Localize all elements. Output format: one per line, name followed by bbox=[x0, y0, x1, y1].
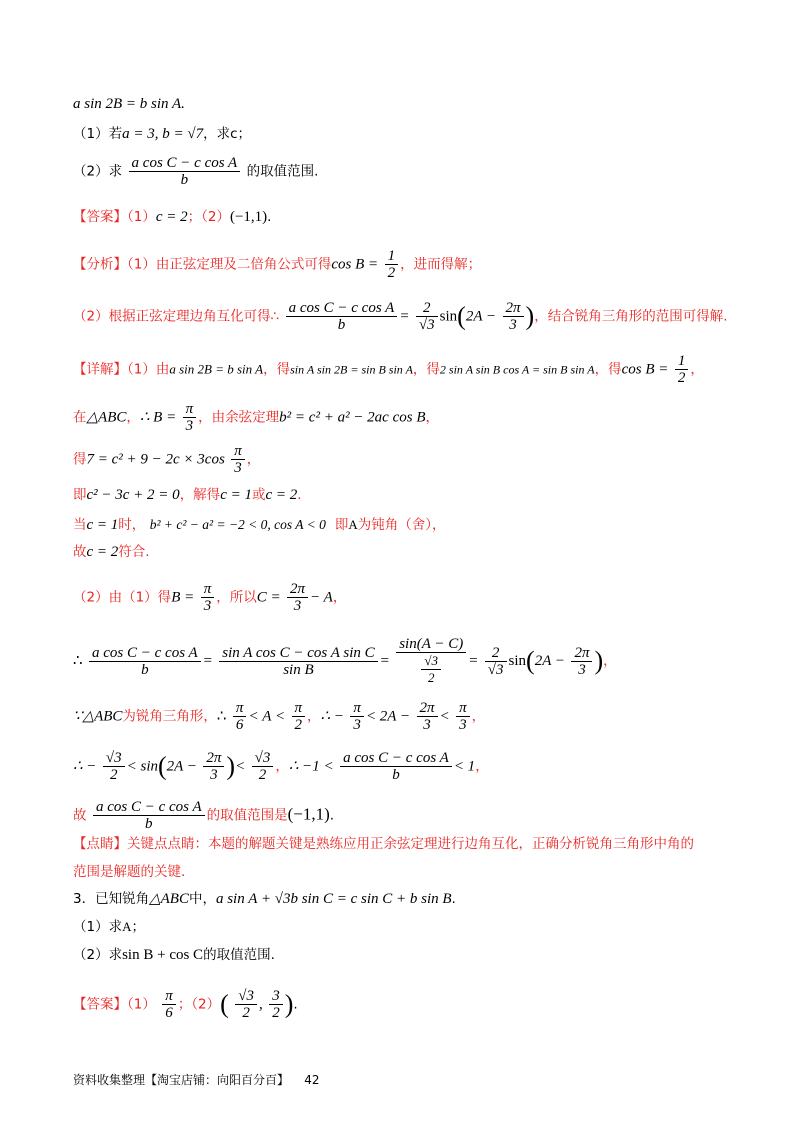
page-footer bbox=[73, 1071, 320, 1088]
fraction: $\frac{1}{2}$ bbox=[385, 248, 399, 281]
page-number: 42 bbox=[304, 1073, 320, 1087]
fraction: $\frac{\text{a cos C − c cos A}}{b}$ bbox=[129, 155, 241, 188]
fraction: $\frac{2\pi}{3}$ bbox=[287, 581, 308, 614]
fraction: $\frac{\pi}{3}$ bbox=[350, 700, 364, 733]
analysis-line-1: 【分析】（1）由正弦定理及二倍角公式可得cos B = $\frac{1}{2}$ ，进而得解； bbox=[73, 248, 482, 281]
fraction: $\frac{2\pi}{3}$ bbox=[503, 300, 524, 333]
fraction: $\frac{2}{√3}$ bbox=[416, 300, 438, 333]
fraction: $\frac{\pi}{2}$ bbox=[292, 700, 306, 733]
fraction: $\frac{\sin(A - C)}{\frac{√3}{2}}$ bbox=[396, 636, 466, 686]
subquestion-1: （1）若a = 3, b = √7，求c； bbox=[73, 126, 252, 142]
fraction: $\frac{√3}{2}$ bbox=[103, 750, 125, 783]
question-3-answer: 【答案】（1） $\frac{\pi}{6}$ ；（2）( $\frac{√3}{2}$ , $\frac{3}{2}$ ). bbox=[73, 988, 298, 1021]
detail-line-10: ∴ − $\frac{√3}{2}$ < sin(2A − $\frac{2\pi}{3}$ )< $\frac{√3}{2}$ ，∴ −1 < $\frac{\text{a cos C − c cos A}}{b}$ < 1， bbox=[73, 750, 489, 783]
detail-line-5: 当c = 1时， b² + c² − a² = −2 < 0, cos A < 0 即A为钝角（舍）， bbox=[73, 517, 446, 533]
fraction: $\frac{\pi}{6}$ bbox=[162, 988, 176, 1021]
question-3-part-1: （1）求A； bbox=[73, 919, 145, 935]
fraction: $\frac{\pi}{3}$ bbox=[231, 443, 245, 476]
detail-line-8: ∴ $\frac{\text{a cos C − c cos A}}{b}$ = $\frac{\text{sin A cos C − cos A sin C}}{\text{sin B}}$ = $\frac{\sin(A - C)}{\frac{√3}{2}}$ = $\frac{2}{√3}$ sin(2A − $\frac{2\pi}{3}$ )， bbox=[73, 636, 617, 685]
question-3-stem: 3．已知锐角△ABC中，a sin A + √3b sin C = c sin C + b sin B. bbox=[73, 891, 456, 907]
fraction: $\frac{\pi}{3}$ bbox=[201, 581, 215, 614]
detail-line-4: 即c² − 3c + 2 = 0，解得c = 1或c = 2. bbox=[73, 487, 302, 503]
fraction: $\frac{1}{2}$ bbox=[675, 353, 689, 386]
fraction: $\frac{\text{a cos C − c cos A}}{b}$ bbox=[286, 300, 398, 333]
detail-line-1: 【详解】（1）由a sin 2B = b sin A，得sin A sin 2B = sin B sin A，得2 sin A sin B cos A = sin B sin A，得cos B = $\frac{1}{2}$ ， bbox=[73, 353, 704, 386]
problem-condition: a sin 2B = b sin A. bbox=[73, 96, 185, 112]
keypoint-line-2: 范围是解题的关键. bbox=[73, 864, 186, 880]
fraction: $\frac{√3}{2}$ bbox=[235, 988, 257, 1021]
answer-line: 【答案】（1）c = 2；（2）(−1,1). bbox=[73, 209, 272, 225]
detail-line-3: 得7 = c² + 9 − 2c × 3cos $\frac{\pi}{3}$ ， bbox=[73, 443, 261, 476]
detail-line-2: 在△ABC，∴ B = $\frac{\pi}{3}$ ，由余弦定理b² = c² + a² − 2ac cos B， bbox=[73, 401, 440, 434]
detail-line-6: 故c = 2符合. bbox=[73, 544, 150, 560]
fraction: $\frac{√3}{2}$ bbox=[252, 750, 274, 783]
fraction: $\frac{\text{a cos C − c cos A}}{b}$ bbox=[340, 750, 452, 783]
detail-line-11: 故 $\frac{\text{a cos C − c cos A}}{b}$ 的取值范围是(−1,1). bbox=[73, 799, 335, 832]
subquestion-2: （2）求 $\frac{\text{a cos C − c cos A}}{b}$ 的取值范围. bbox=[73, 155, 319, 188]
question-3-part-2: （2）求sin B + cos C的取值范围. bbox=[73, 947, 275, 963]
footer-text: 资料收集整理【淘宝店铺：向阳百分百】 bbox=[73, 1073, 290, 1087]
fraction: $\frac{3}{2}$ bbox=[269, 988, 283, 1021]
fraction: $\frac{\pi}{3}$ bbox=[183, 401, 197, 434]
keypoint-line-1: 【点睛】关键点点睛：本题的解题关键是熟练应用正余弦定理进行边角互化，正确分析锐角三角形中角的 bbox=[73, 836, 694, 852]
fraction: $\frac{\text{sin A cos C − cos A sin C}}{\text{sin B}}$ bbox=[219, 645, 377, 678]
fraction: $\frac{2\pi}{3}$ bbox=[417, 700, 438, 733]
detail-line-9: ∵△ABC为锐角三角形，∴ $\frac{\pi}{6}$ < A < $\frac{\pi}{2}$ ，∴ − $\frac{\pi}{3}$ < 2A − $\frac{2\pi}{3}$ < $\frac{\pi}{3}$ ， bbox=[73, 700, 486, 733]
fraction: $\frac{2}{√3}$ bbox=[485, 645, 507, 678]
fraction: $\frac{\text{a cos C − c cos A}}{b}$ bbox=[89, 645, 201, 678]
detail-line-7: （2）由（1）得B = $\frac{\pi}{3}$ ，所以C = $\frac{2\pi}{3}$ − A， bbox=[73, 581, 347, 614]
fraction: $\frac{2\pi}{3}$ bbox=[203, 750, 224, 783]
analysis-line-2: （2）根据正弦定理边角互化可得∴ $\frac{\text{a cos C − c cos A}}{b}$ = $\frac{2}{√3}$ sin(2A − $\frac{2\pi}{3}$ )，结合锐角三角形的范围可得解. bbox=[73, 300, 728, 333]
fraction: $\frac{\text{a cos C − c cos A}}{b}$ bbox=[93, 799, 205, 832]
fraction: $\frac{\pi}{6}$ bbox=[233, 700, 247, 733]
fraction: $\frac{\pi}{3}$ bbox=[456, 700, 470, 733]
fraction: $\frac{2\pi}{3}$ bbox=[571, 645, 592, 678]
